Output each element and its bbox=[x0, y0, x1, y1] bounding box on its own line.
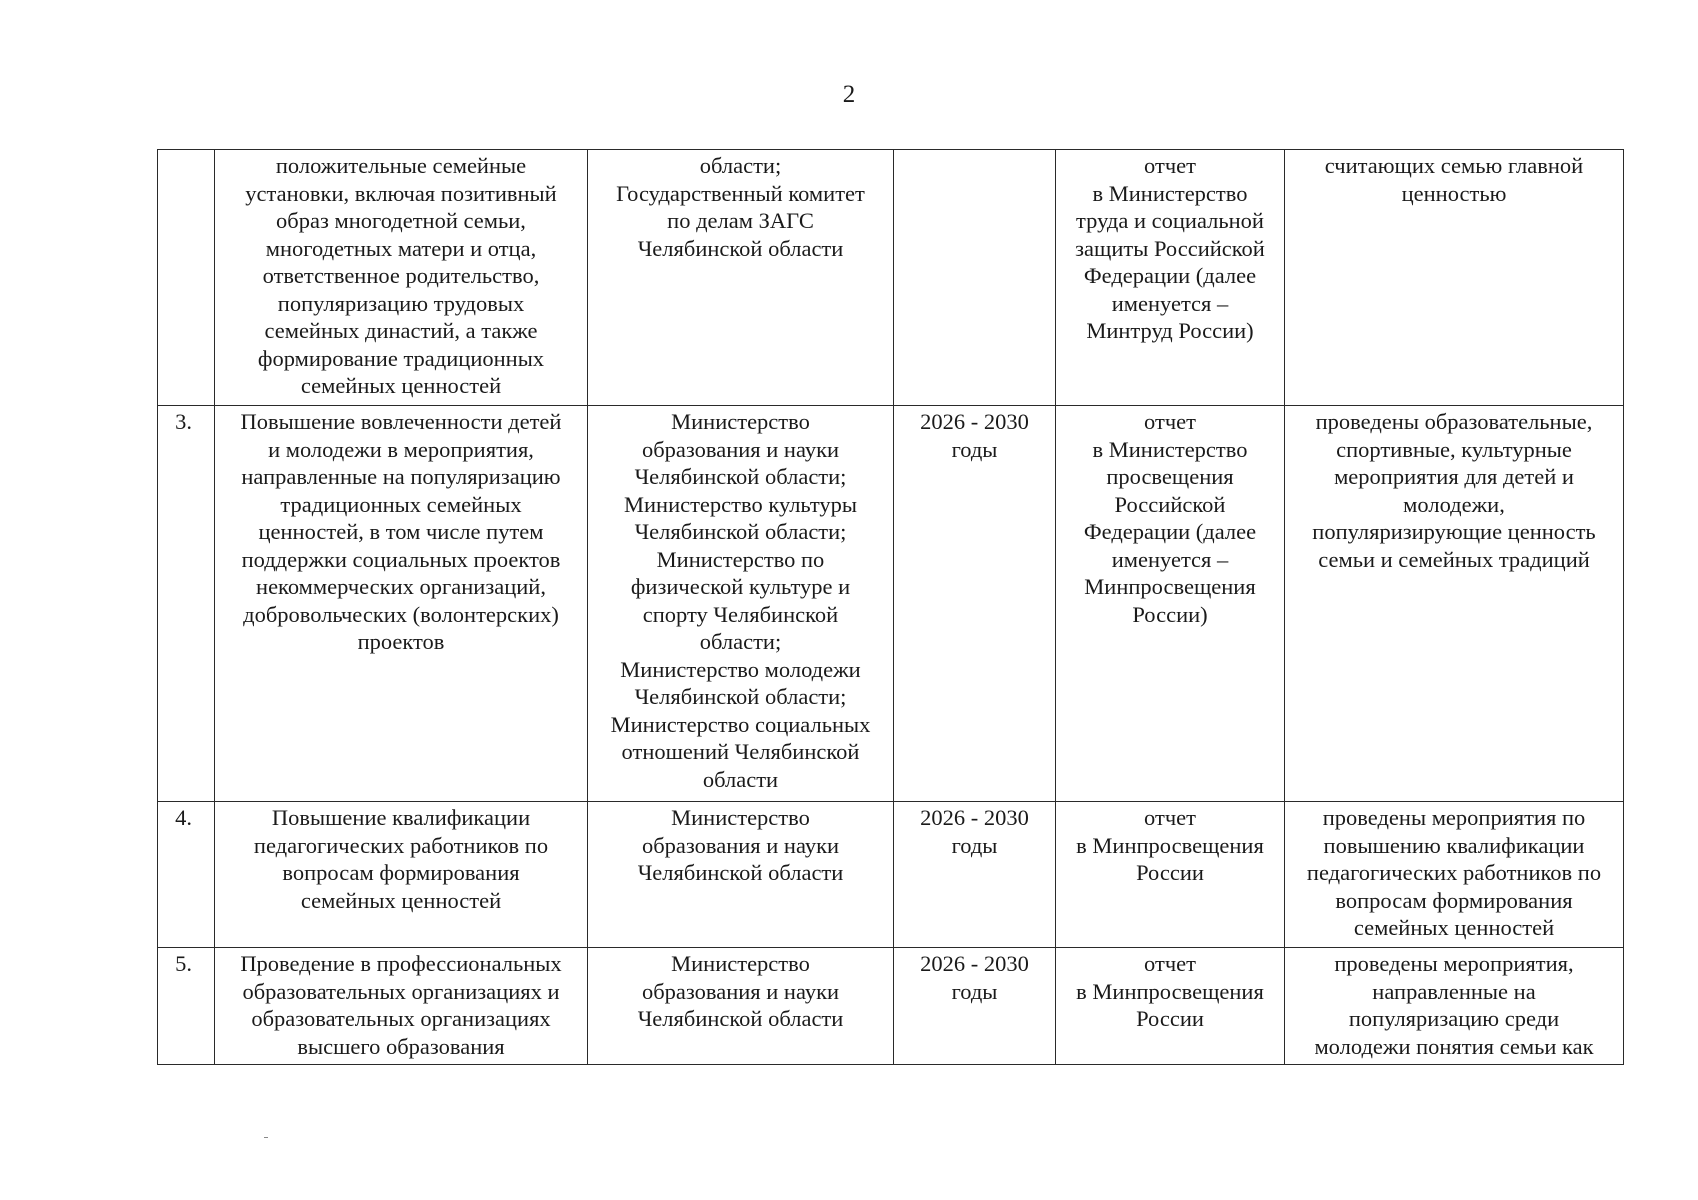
table-row bbox=[158, 150, 1624, 406]
executors-cell: Министерство образования и науки Челябинской области bbox=[588, 948, 894, 1065]
result-cell: проведены мероприятия, направленные на популяризацию среди молодежи понятия семьи как bbox=[1285, 948, 1624, 1065]
row-number: 5. bbox=[158, 948, 215, 1065]
table-row bbox=[158, 802, 1624, 948]
result-cell: проведены образовательные, спортивные, культурные мероприятия для детей и молодежи, популяризирующие ценность семьи и семейных традиций bbox=[1285, 406, 1624, 802]
event-cell: Повышение квалификации педагогических работников по вопросам формирования семейных ценностей bbox=[215, 802, 588, 948]
event-cell: Повышение вовлеченности детей и молодежи в мероприятия, направленные на популяризацию традиционных семейных ценностей, в том числе путем поддержки социальных проектов некоммерческих организаций, добровольческих (волонтерских) проектов bbox=[215, 406, 588, 802]
reporting-cell: отчет в Минпросвещения России bbox=[1056, 948, 1285, 1065]
period-cell: 2026 - 2030 годы bbox=[894, 802, 1056, 948]
event-cell: Проведение в профессиональных образовательных организациях и образовательных организациях высшего образования bbox=[215, 948, 588, 1065]
result-cell: проведены мероприятия по повышению квалификации педагогических работников по вопросам формирования семейных ценностей bbox=[1285, 802, 1624, 948]
executors-cell: Министерство образования и науки Челябинской области bbox=[588, 802, 894, 948]
reporting-cell: отчет в Минпросвещения России bbox=[1056, 802, 1285, 948]
table-row bbox=[158, 406, 1624, 802]
reporting-cell: отчет в Министерство труда и социальной защиты Российской Федерации (далее именуется – Минтруд России) bbox=[1056, 150, 1285, 406]
reporting-cell: отчет в Министерство просвещения Российской Федерации (далее именуется – Минпросвещения России) bbox=[1056, 406, 1285, 802]
page-number: 2 bbox=[842, 81, 856, 108]
result-cell: считающих семью главной ценностью bbox=[1285, 150, 1624, 406]
row-number: 4. bbox=[158, 802, 215, 948]
executors-cell: Министерство образования и науки Челябинской области; Министерство культуры Челябинской области; Министерство по физической культуре и спорту Челябинской области; Министерство молодежи Челябинской области; Министерство социальных отношений Челябинской области bbox=[588, 406, 894, 802]
row-number bbox=[158, 150, 215, 406]
row-number: 3. bbox=[158, 406, 215, 802]
action-plan-table bbox=[157, 149, 1624, 1065]
executors-cell: области; Государственный комитет по делам ЗАГС Челябинской области bbox=[588, 150, 894, 406]
period-cell: 2026 - 2030 годы bbox=[894, 406, 1056, 802]
period-cell: 2026 - 2030 годы bbox=[894, 948, 1056, 1065]
table-row bbox=[158, 948, 1624, 1065]
period-cell bbox=[894, 150, 1056, 406]
scan-mark bbox=[264, 1137, 268, 1138]
event-cell: положительные семейные установки, включая позитивный образ многодетной семьи, многодетных матери и отца, ответственное родительство, популяризацию трудовых семейных династий, а также формирование традиционных семейных ценностей bbox=[215, 150, 588, 406]
